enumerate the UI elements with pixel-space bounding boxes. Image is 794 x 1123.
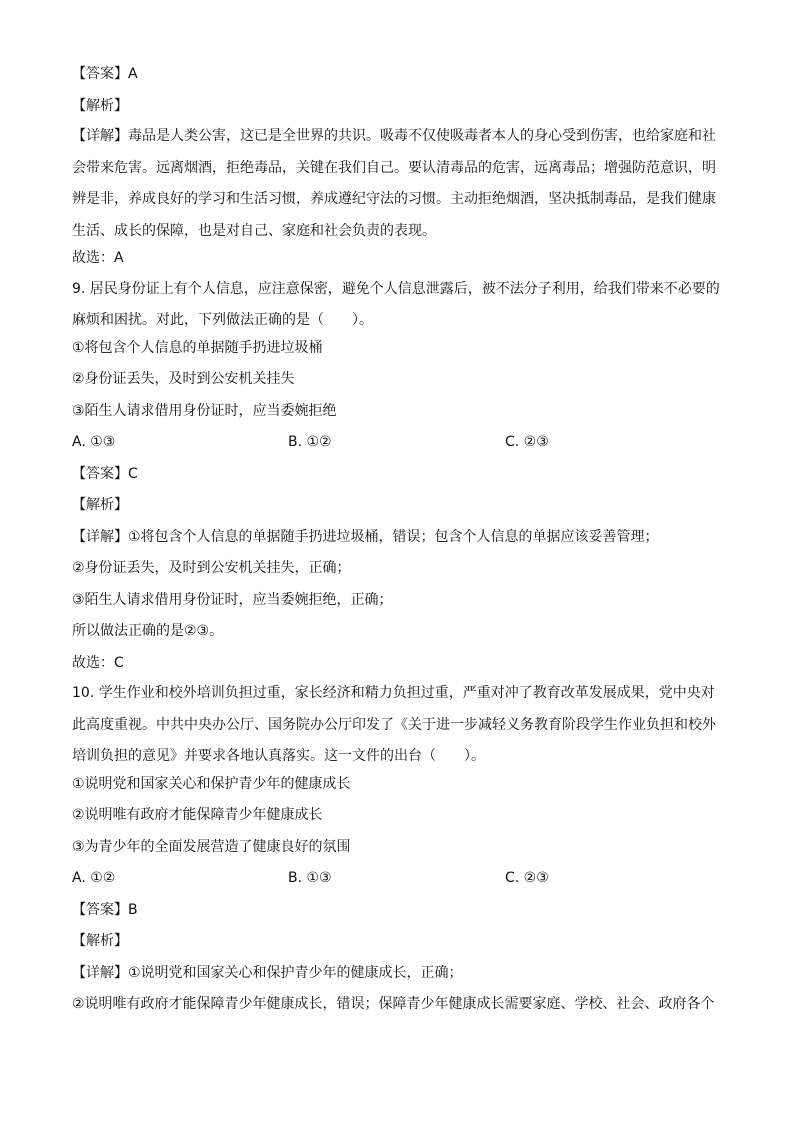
q9-answer: 【答案】C [72,465,138,482]
q10-item-1: ①说明党和国家关心和保护青少年的健康成长 [72,775,351,792]
q9-option-c: C. ②③ [505,434,549,450]
q10-detail-line: 【详解】①说明党和国家关心和保护青少年的健康成长，正确； [72,964,463,981]
q9-choice: 故选：C [72,654,124,671]
q10-analysis-heading: 【解析】 [72,933,128,949]
q8-analysis-heading: 【解析】 [72,97,128,114]
q10-stem-line: 10. 学生作业和校外培训负担过重，家长经济和精力负担过重，严重对冲了教育改革发展成果，党中央对 [72,685,715,701]
q8-choice: 故选：A [72,250,124,266]
q9-detail-line: ②身份证丢失，及时到公安机关挂失，正确； [72,560,351,576]
q9-item-1: ①将包含个人信息的单据随手扔进垃圾桶 [72,339,323,356]
q10-stem-line: 此高度重视。中共中央办公厅、国务院办公厅印发了《关于进一步减轻义务教育阶段学生作业负担和校外 [72,716,716,733]
q9-item-2: ②身份证丢失，及时到公安机关挂失 [72,371,295,387]
q9-stem-line: 9. 居民身份证上有个人信息，应注意保密，避免个人信息泄露后，被不法分子利用，给我们带来不必要的 [72,280,720,297]
q10-item-2: ②说明唯有政府才能保障青少年健康成长 [72,807,323,823]
q9-options [72,432,732,452]
q10-item-3: ③为青少年的全面发展营造了健康良好的氛围 [72,838,351,855]
q8-detail-line: 生活、成长的保障，也是对自己、家庭和社会负责的表现。 [72,222,436,239]
q9-detail-line: 【详解】①将包含个人信息的单据随手扔进垃圾桶，错误；包含个人信息的单据应该妥善管理； [72,528,659,545]
q10-answer: 【答案】B [72,901,138,918]
q10-stem-line: 培训负担的意见》并要求各地认真落实。这一文件的出台（ ）。 [72,748,485,764]
q10-option-b: B. ①③ [288,870,332,886]
q8-detail-line: 辨是非，养成良好的学习和生活习惯，养成遵纪守法的习惯。主动拒绝烟酒，坚决抵制毒品，是我们健康 [72,191,716,207]
document-page [72,64,732,1026]
q8-detail-line: 【详解】毒品是人类公害，这已是全世界的共识。吸毒不仅使吸毒者本人的身心受到伤害，也给家庭和社 [72,128,716,144]
q9-analysis-heading: 【解析】 [72,497,128,513]
q9-detail-line: ③陌生人请求借用身份证时，应当委婉拒绝，正确； [72,591,393,608]
q10-options [72,868,732,888]
q8-answer: 【答案】A [72,66,138,82]
q9-option-a: A. ①③ [72,434,116,450]
q9-item-3: ③陌生人请求借用身份证时，应当委婉拒绝 [72,402,337,419]
q10-option-a: A. ①② [72,870,116,886]
q8-detail-line: 会带来危害。远离烟酒，拒绝毒品，关键在我们自己。要认清毒品的危害，远离毒品；增强防范意识，明 [72,159,716,176]
q10-option-c: C. ②③ [505,870,549,886]
q10-stem [72,678,732,773]
q10-detail-line: ②说明唯有政府才能保障青少年健康成长，错误；保障青少年健康成长需要家庭、学校、社会、政府各个 [72,996,715,1012]
q9-stem-line: 麻烦和困扰。对此，下列做法正确的是（ ）。 [72,312,373,328]
q8-detail [72,121,732,247]
q9-stem [72,274,732,337]
q9-option-b: B. ①② [288,434,332,450]
q9-detail-line: 所以做法正确的是②③。 [72,623,224,639]
